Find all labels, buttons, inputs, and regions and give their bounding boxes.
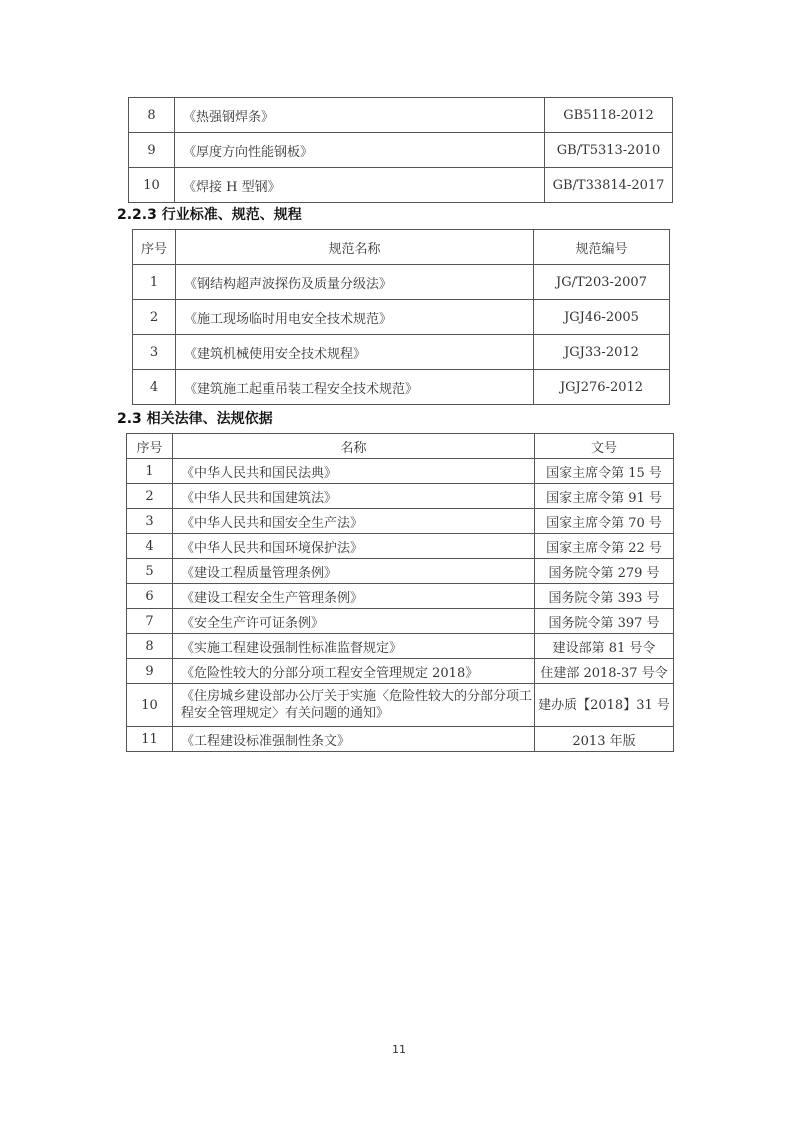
row-number: 3 [133, 335, 176, 370]
row-number: 1 [127, 459, 173, 484]
standard-name: 《厚度方向性能钢板》 [175, 133, 545, 168]
table-row [127, 727, 674, 752]
row-number: 4 [127, 534, 173, 559]
law-document-number: 国家主席令第 22 号 [535, 534, 674, 559]
row-number: 9 [129, 133, 175, 168]
header-no: 序号 [133, 230, 176, 265]
law-document-number: 国家主席令第 91 号 [535, 484, 674, 509]
header-code: 规范编号 [534, 230, 670, 265]
row-number: 8 [129, 98, 175, 133]
row-number: 2 [127, 484, 173, 509]
standard-name: 《热强钢焊条》 [175, 98, 545, 133]
laws-regulations-table [126, 433, 674, 752]
table-row [133, 265, 670, 300]
law-document-number: 国务院令第 279 号 [535, 559, 674, 584]
standard-code: JGJ276-2012 [534, 370, 670, 405]
standard-name: 《钢结构超声波探伤及质量分级法》 [176, 265, 534, 300]
row-number: 11 [127, 727, 173, 752]
law-document-number: 国家主席令第 15 号 [535, 459, 674, 484]
row-number: 9 [127, 659, 173, 684]
header-no: 序号 [127, 434, 173, 459]
law-document-number: 建设部第 81 号令 [535, 634, 674, 659]
law-document-number: 2013 年版 [535, 727, 674, 752]
standard-code: GB/T33814-2017 [545, 168, 673, 203]
section-heading-2-2-3: 2.2.3 行业标准、规范、规程 [117, 207, 302, 223]
standard-code: JGJ46-2005 [534, 300, 670, 335]
table-header-row [127, 434, 674, 459]
standards-table-continued [128, 97, 673, 203]
law-document-number: 住建部 2018-37 号令 [535, 659, 674, 684]
law-name: 《住房城乡建设部办公厅关于实施〈危险性较大的分部分项工程安全管理规定〉有关问题的通知》 [173, 684, 535, 727]
standard-code: GB/T5313-2010 [545, 133, 673, 168]
table-row [127, 659, 674, 684]
law-name: 《建设工程安全生产管理条例》 [173, 584, 535, 609]
table-row [133, 335, 670, 370]
row-number: 2 [133, 300, 176, 335]
table-row [133, 370, 670, 405]
header-code: 文号 [535, 434, 674, 459]
law-document-number: 建办质【2018】31 号 [535, 684, 674, 727]
law-name: 《危险性较大的分部分项工程安全管理规定 2018》 [173, 659, 535, 684]
table-row [129, 168, 673, 203]
law-name: 《中华人民共和国安全生产法》 [173, 509, 535, 534]
law-document-number: 国家主席令第 70 号 [535, 509, 674, 534]
standard-name: 《施工现场临时用电安全技术规范》 [176, 300, 534, 335]
page-number: 11 [392, 1043, 406, 1056]
row-number: 5 [127, 559, 173, 584]
table-row [127, 509, 674, 534]
standard-name: 《建筑机械使用安全技术规程》 [176, 335, 534, 370]
table-row [129, 98, 673, 133]
standard-code: JG/T203-2007 [534, 265, 670, 300]
row-number: 10 [129, 168, 175, 203]
row-number: 3 [127, 509, 173, 534]
industry-standards-table [132, 229, 670, 405]
table-row [127, 584, 674, 609]
row-number: 1 [133, 265, 176, 300]
law-name: 《安全生产许可证条例》 [173, 609, 535, 634]
row-number: 7 [127, 609, 173, 634]
table-row [127, 484, 674, 509]
law-name: 《建设工程质量管理条例》 [173, 559, 535, 584]
law-name: 《实施工程建设强制性标准监督规定》 [173, 634, 535, 659]
law-name: 《中华人民共和国建筑法》 [173, 484, 535, 509]
standard-code: JGJ33-2012 [534, 335, 670, 370]
standard-name: 《建筑施工起重吊装工程安全技术规范》 [176, 370, 534, 405]
table-row [127, 459, 674, 484]
table-row [129, 133, 673, 168]
section-heading-2-3: 2.3 相关法律、法规依据 [117, 411, 273, 427]
standard-code: GB5118-2012 [545, 98, 673, 133]
law-document-number: 国务院令第 393 号 [535, 584, 674, 609]
table-row [127, 559, 674, 584]
row-number: 4 [133, 370, 176, 405]
row-number: 6 [127, 584, 173, 609]
table-row [127, 634, 674, 659]
table-row [127, 534, 674, 559]
table-row [133, 300, 670, 335]
standard-name: 《焊接 H 型钢》 [175, 168, 545, 203]
table-header-row [133, 230, 670, 265]
header-name: 规范名称 [176, 230, 534, 265]
table-row [127, 684, 674, 727]
law-name: 《工程建设标准强制性条文》 [173, 727, 535, 752]
header-name: 名称 [173, 434, 535, 459]
law-name: 《中华人民共和国民法典》 [173, 459, 535, 484]
law-document-number: 国务院令第 397 号 [535, 609, 674, 634]
table-row [127, 609, 674, 634]
row-number: 8 [127, 634, 173, 659]
row-number: 10 [127, 684, 173, 727]
law-name: 《中华人民共和国环境保护法》 [173, 534, 535, 559]
